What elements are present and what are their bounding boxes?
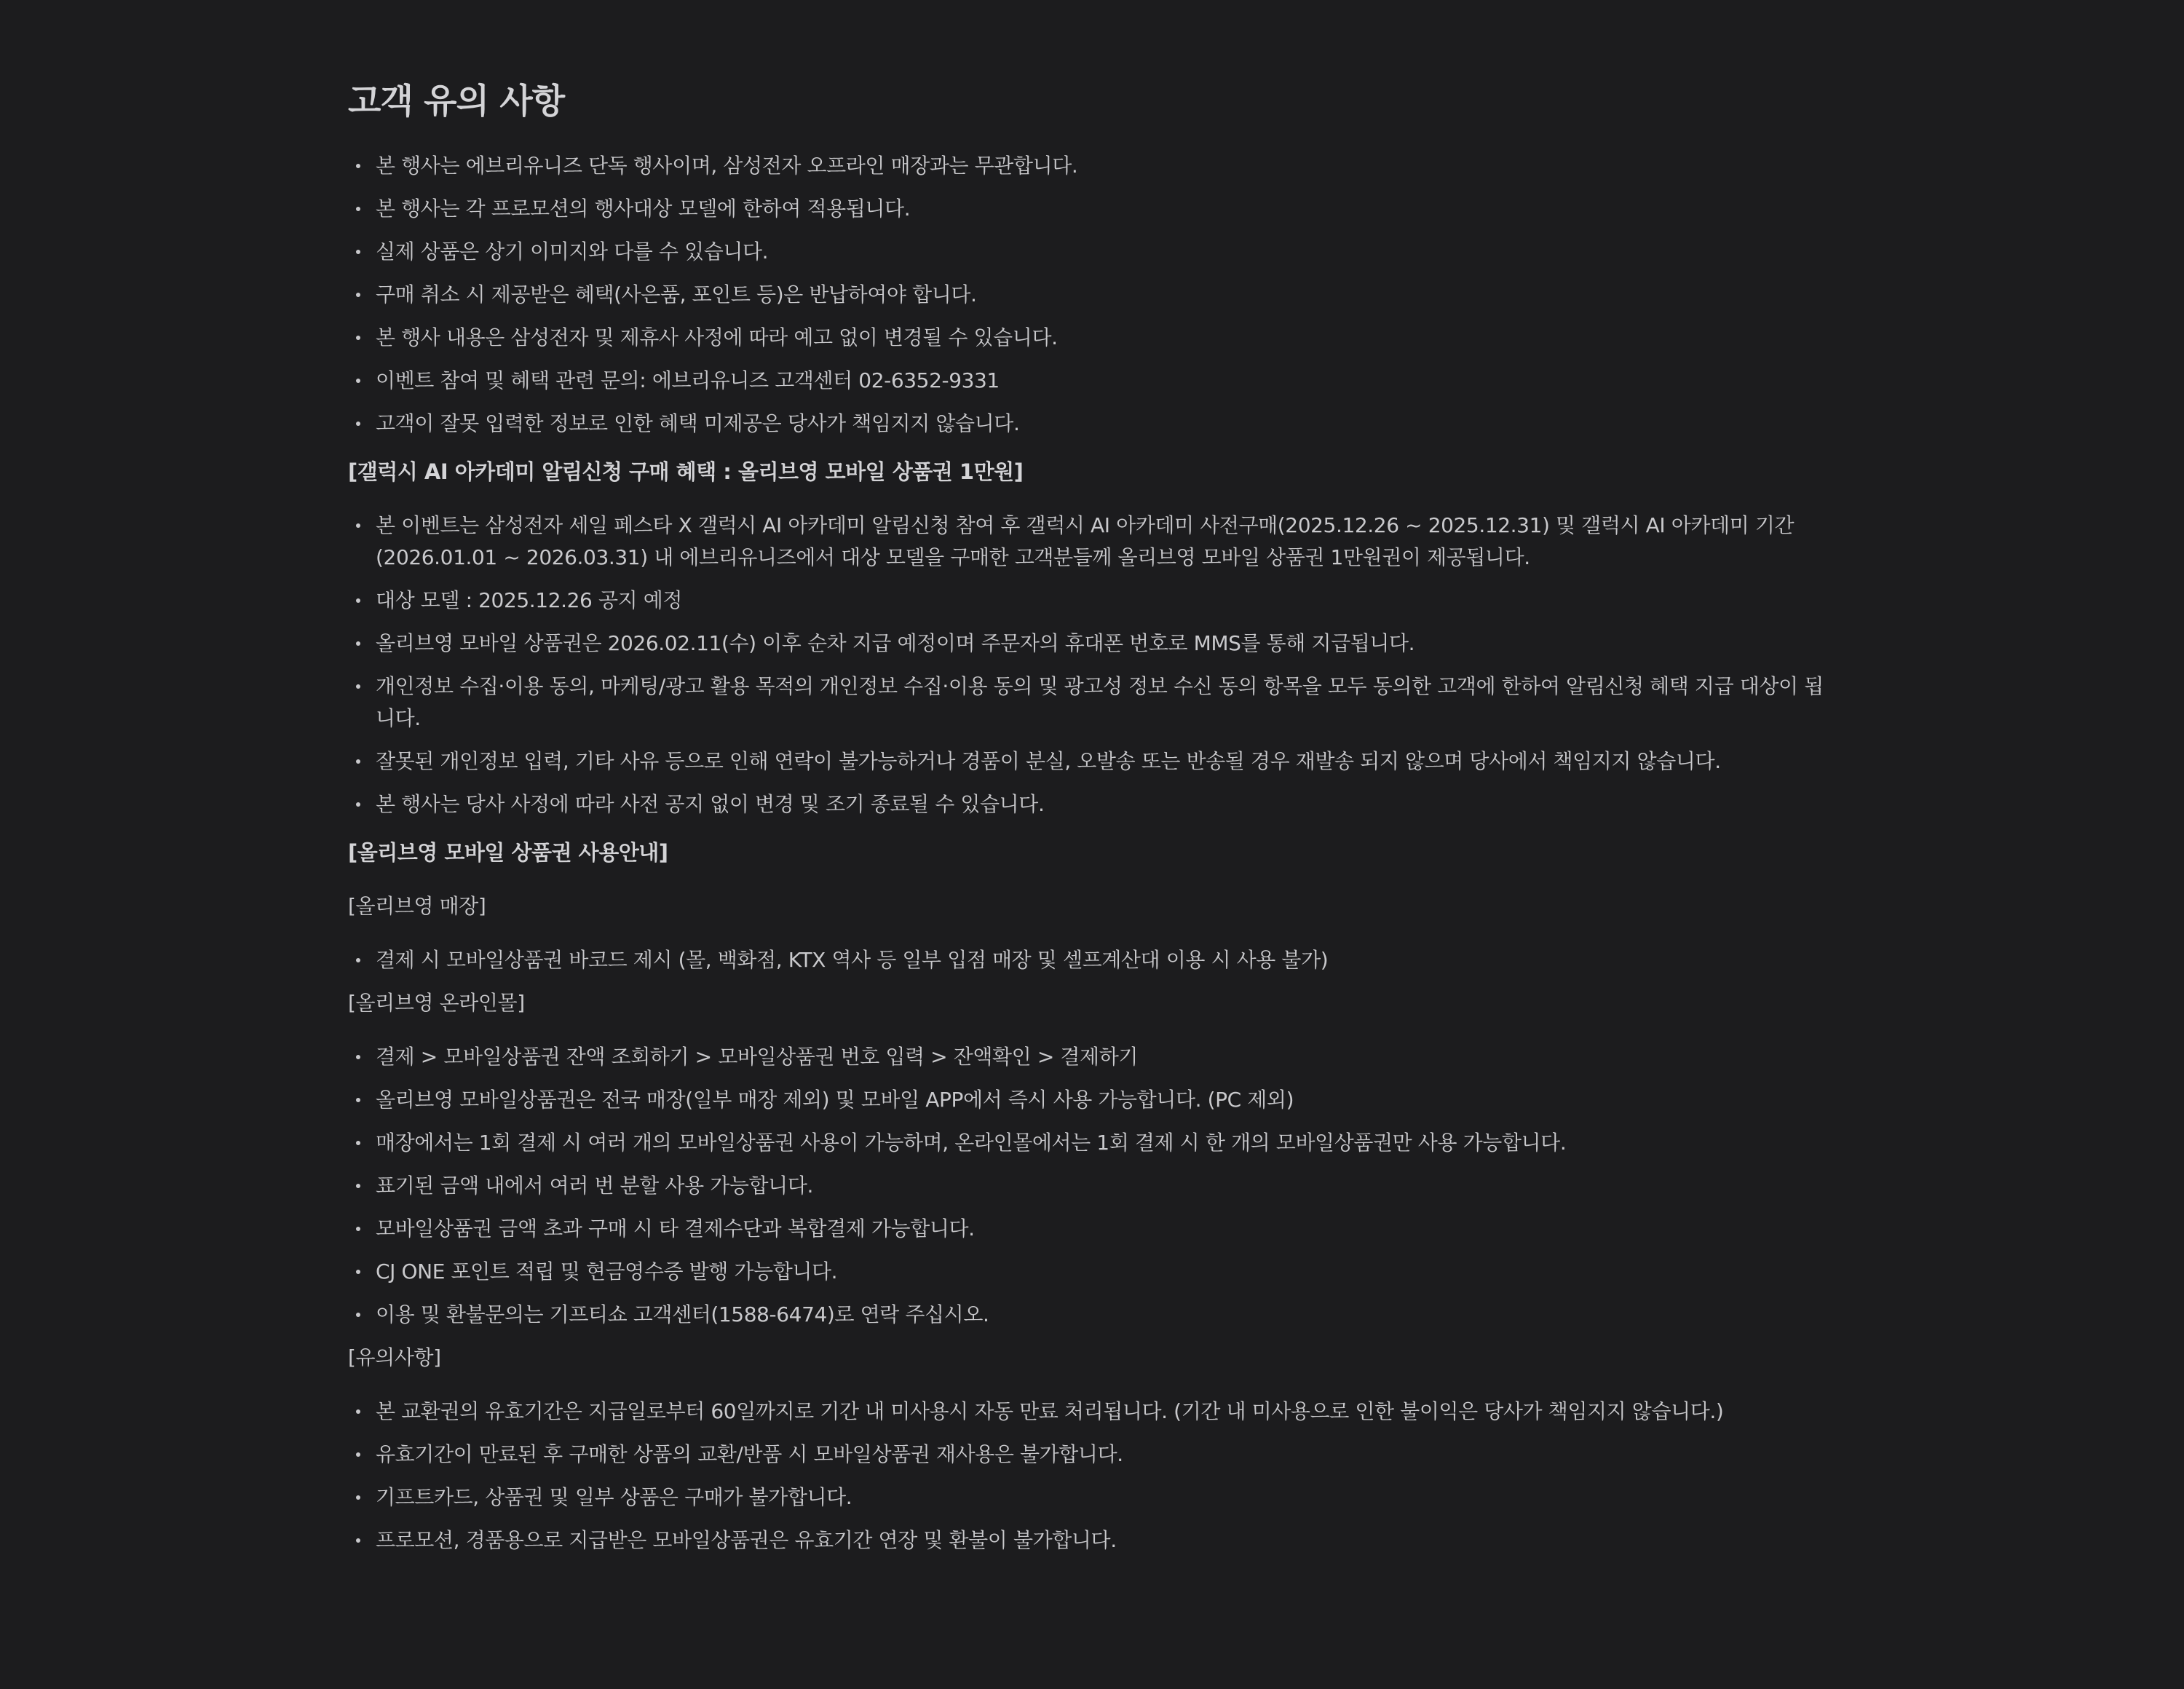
list-item: 잘못된 개인정보 입력, 기타 사유 등으로 인해 연락이 불가능하거나 경품이 분실, 오발송 또는 반송될 경우 재발송 되지 않으며 당사에서 책임지지 않습니다. <box>348 745 1833 778</box>
usage-section-title: [올리브영 모바일 상품권 사용안내] <box>348 840 668 865</box>
list-item: 모바일상품권 금액 초과 구매 시 타 결제수단과 복합결제 가능합니다. <box>348 1213 1833 1245</box>
list-item: CJ ONE 포인트 적립 및 현금영수증 발행 가능합니다. <box>348 1256 1833 1288</box>
store-list <box>348 944 1833 976</box>
list-item: 본 행사는 각 프로모션의 행사대상 모델에 한하여 적용됩니다. <box>348 193 1833 225</box>
customer-notice-content <box>348 76 1833 1567</box>
page-title: 고객 유의 사항 <box>348 82 565 122</box>
list-item: 결제 시 모바일상품권 바코드 제시 (몰, 백화점, KTX 역사 등 일부 입점 매장 및 셀프계산대 이용 시 사용 불가) <box>348 944 1833 976</box>
list-item: 본 행사 내용은 삼성전자 및 제휴사 사정에 따라 예고 없이 변경될 수 있습니다. <box>348 322 1833 354</box>
benefit-section-title: [갤럭시 AI 아카데미 알림신청 구매 혜택 : 올리브영 모바일 상품권 1만원] <box>348 459 1024 484</box>
online-list <box>348 1041 1833 1331</box>
caution-subtitle: [유의사항] <box>348 1345 441 1369</box>
list-item: 올리브영 모바일상품권은 전국 매장(일부 매장 제외) 및 모바일 APP에서 즉시 사용 가능합니다. (PC 제외) <box>348 1084 1833 1116</box>
list-item: 이용 및 환불문의는 기프티쇼 고객센터(1588-6474)로 연락 주십시오. <box>348 1299 1833 1331</box>
list-item: 구매 취소 시 제공받은 혜택(사은품, 포인트 등)은 반납하여야 합니다. <box>348 279 1833 311</box>
list-item: 실제 상품은 상기 이미지와 다를 수 있습니다. <box>348 236 1833 268</box>
list-item: 본 교환권의 유효기간은 지급일로부터 60일까지로 기간 내 미사용시 자동 만료 처리됩니다. (기간 내 미사용으로 인한 불이익은 당사가 책임지지 않습니다.) <box>348 1396 1833 1428</box>
list-item: 올리브영 모바일 상품권은 2026.02.11(수) 이후 순차 지급 예정이며 주문자의 휴대폰 번호로 MMS를 통해 지급됩니다. <box>348 628 1833 660</box>
list-item: 매장에서는 1회 결제 시 여러 개의 모바일상품권 사용이 가능하며, 온라인몰에서는 1회 결제 시 한 개의 모바일상품권만 사용 가능합니다. <box>348 1127 1833 1159</box>
list-item: 본 행사는 에브리유니즈 단독 행사이며, 삼성전자 오프라인 매장과는 무관합니다. <box>348 150 1833 182</box>
list-item: 본 행사는 당사 사정에 따라 사전 공지 없이 변경 및 조기 종료될 수 있습니다. <box>348 788 1833 820</box>
list-item: 이벤트 참여 및 혜택 관련 문의: 에브리유니즈 고객센터 02-6352-9331 <box>348 365 1833 397</box>
list-item: 프로모션, 경품용으로 지급받은 모바일상품권은 유효기간 연장 및 환불이 불가합니다. <box>348 1524 1833 1557</box>
list-item: 유효기간이 만료된 후 구매한 상품의 교환/반품 시 모바일상품권 재사용은 불가합니다. <box>348 1439 1833 1471</box>
store-subtitle: [올리브영 매장] <box>348 894 486 918</box>
list-item: 결제 > 모바일상품권 잔액 조회하기 > 모바일상품권 번호 입력 > 잔액확인 > 결제하기 <box>348 1041 1833 1073</box>
list-item: 대상 모델 : 2025.12.26 공지 예정 <box>348 585 1833 617</box>
caution-list <box>348 1396 1833 1557</box>
list-item: 기프트카드, 상품권 및 일부 상품은 구매가 불가합니다. <box>348 1482 1833 1514</box>
list-item: 표기된 금액 내에서 여러 번 분할 사용 가능합니다. <box>348 1170 1833 1202</box>
notice-list <box>348 150 1833 440</box>
online-subtitle: [올리브영 온라인몰] <box>348 991 525 1015</box>
list-item: 개인정보 수집·이용 동의, 마케팅/광고 활용 목적의 개인정보 수집·이용 동의 및 광고성 정보 수신 동의 항목을 모두 동의한 고객에 한하여 알림신청 혜택 지급 대상이 됩니다. <box>348 671 1833 735</box>
list-item: 본 이벤트는 삼성전자 세일 페스타 X 갤럭시 AI 아카데미 알림신청 참여 후 갤럭시 AI 아카데미 사전구매(2025.12.26 ~ 2025.12.31) 및 갤럭시 AI 아카데미 기간(2026.01.01 ~ 2026.03.31) 내 에브리유니즈에서 대상 모델을 구매한 고객분들께 올리브영 모바일 상품권 1만원권이 제공됩니다. <box>348 510 1833 574</box>
list-item: 고객이 잘못 입력한 정보로 인한 혜택 미제공은 당사가 책임지지 않습니다. <box>348 408 1833 440</box>
benefit-list <box>348 510 1833 820</box>
